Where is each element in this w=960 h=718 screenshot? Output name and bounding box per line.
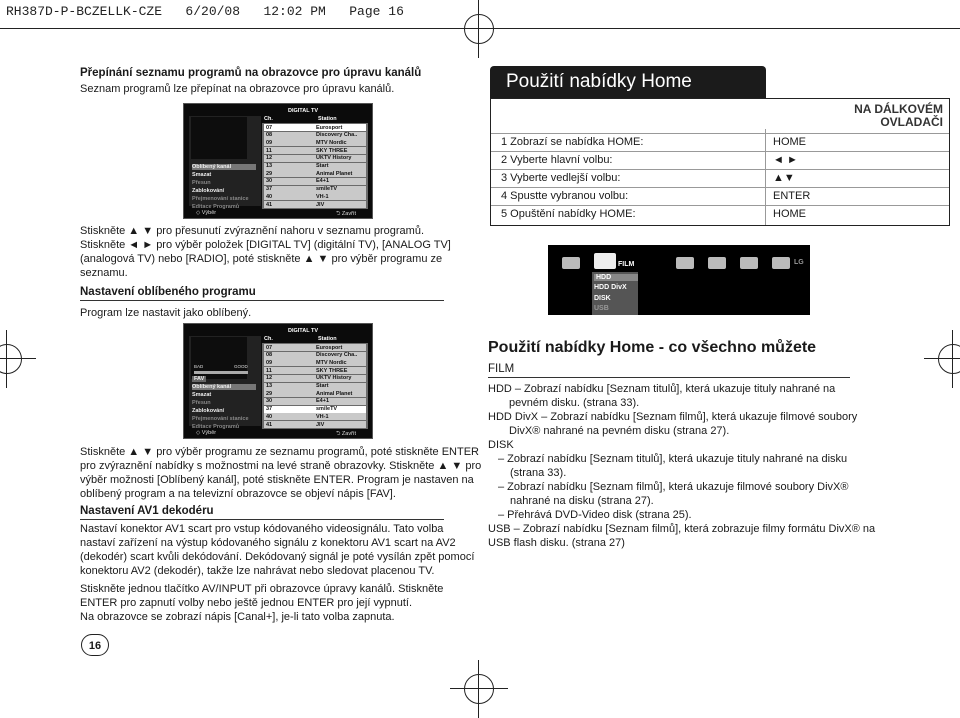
section-title-channel-list: Přepínání seznamu programů na obrazovce pro úpravu kanálů [80, 67, 422, 79]
channel-number: 13 [266, 383, 273, 389]
channel-row[interactable] [264, 178, 366, 185]
channel-station: smileTV [316, 406, 338, 413]
channel-row[interactable] [264, 406, 366, 413]
home-category: FILM [618, 261, 635, 268]
tv2-fav-badge: FAV [194, 376, 205, 382]
section-text-channel-list: Seznam programů lze přepínat na obrazovce pro úpravu kanálů. [80, 83, 395, 95]
channel-number: 08 [266, 352, 273, 359]
home-item: HDD DivX [594, 284, 627, 291]
channel-station: SKY THREE [316, 147, 348, 154]
channel-number: 37 [266, 186, 273, 193]
text-line: Stiskněte ▲ ▼ pro přesunutí zvýraznění nahoru v seznamu programů. [80, 225, 424, 237]
tv1-menu-item: Oblíbený kanál [192, 164, 256, 170]
home-step-row [491, 133, 949, 151]
channel-station: VH-1 [316, 193, 329, 200]
film-label: FILM [488, 363, 515, 375]
print-header: RH387D-P-BCZELLK-CZE 6/20/08 12:02 PM Page 16 [6, 4, 404, 19]
home-steps-table [490, 98, 950, 226]
music-icon [708, 257, 726, 269]
registration-mark-left [0, 330, 36, 388]
channel-station: MTV Nordic [316, 359, 347, 366]
channel-number: 11 [266, 147, 272, 154]
text-line: USB – Zobrazí nabídku [Seznam filmů], která zobrazuje filmy formátu DivX® na [488, 523, 876, 535]
remote-heading-line: OVLADAČI [880, 115, 943, 129]
text-line: (strana 33). [510, 467, 567, 479]
channel-station: Start [316, 383, 329, 389]
registration-mark-right [924, 330, 960, 388]
home-step-row [491, 151, 949, 169]
text-line: nahrané na disku (strana 27). [510, 495, 654, 507]
text-line: – Zobrazí nabídku [Seznam filmů], která ukazuje filmové soubory DivX® [498, 481, 849, 493]
channel-station: Discovery Cha.. [316, 352, 358, 359]
text-line: HDD DivX – Zobrazí nabídku [Seznam filmů], která ukazuje filmové soubory [488, 411, 858, 423]
tv2-menu-item: Smazat [192, 392, 212, 398]
channel-row[interactable] [264, 359, 366, 366]
channel-station: Discovery Cha.. [316, 132, 358, 139]
tv2-menu-item: Oblíbený kanál [192, 384, 256, 390]
text-line: seznamu. [80, 267, 128, 279]
tv2-signal-good: GOOD [234, 364, 248, 369]
home-step-label: 2 Vyberte hlavní volbu: [501, 154, 613, 166]
tv1-menu-item: Editace Programů [192, 204, 240, 210]
channel-row[interactable] [264, 421, 366, 428]
channel-number: 30 [266, 398, 273, 405]
easy-menu-icon [740, 257, 758, 269]
text-line: DISK [488, 439, 514, 451]
text-line: Stiskněte ▲ ▼ pro výběr programu ze seznamu programů, poté stiskněte ENTER [80, 446, 479, 458]
channel-station: Start [316, 163, 329, 169]
tv2-col-station: Station [318, 336, 337, 342]
tv2-menu-item: Přejmenování stanice [192, 416, 249, 422]
text-line: nastaví zařízení na výstup kódovaného signálu z konektoru AV1 scart na AV2 [80, 537, 456, 549]
section-title-favourite: Nastavení oblíbeného programu [80, 286, 256, 298]
tv2-menu-item: Zablokování [192, 408, 225, 414]
channel-number: 12 [266, 155, 273, 162]
home-section-title: Použití nabídky Home [490, 66, 766, 98]
tv2-select-hint: ◇ Výběr [196, 430, 217, 436]
channel-row[interactable] [264, 139, 366, 146]
channel-row[interactable] [264, 163, 366, 170]
text-line: Stiskněte ◄ ► pro výběr položek [DIGITAL TV] (digitální TV), [ANALOG TV] [80, 239, 451, 251]
section-instructions-channel-list [80, 224, 451, 280]
text-line: USB flash disku. (strana 27) [488, 537, 625, 549]
channel-station: MTV Nordic [316, 139, 347, 146]
setup-icon [772, 257, 790, 269]
channel-row[interactable] [264, 344, 366, 351]
section-instructions-av1 [80, 582, 443, 624]
section-instructions-favourite [80, 445, 481, 501]
channel-station: UKTV History [316, 375, 352, 382]
channel-station: JIV [316, 201, 325, 208]
channel-number: 41 [266, 201, 273, 208]
tv-icon [562, 257, 580, 269]
channel-number: 07 [266, 124, 273, 131]
registration-mark-bottom [450, 660, 508, 718]
channel-row[interactable] [264, 383, 366, 390]
tv2-close-hint: ⮌ Zavřít [336, 431, 356, 437]
text-line: konektoru AV2 (dekodér), takže lze nahrávat nebo sledovat placenou TV. [80, 565, 435, 577]
channel-number: 40 [266, 193, 273, 200]
film-icon [594, 253, 616, 269]
channel-station: smileTV [316, 186, 338, 193]
channel-row[interactable] [264, 201, 366, 208]
photo-icon [676, 257, 694, 269]
tv1-col-ch: Ch. [264, 116, 273, 122]
channel-row[interactable] [264, 124, 366, 131]
film-description [488, 382, 875, 550]
tv2-title: DIGITAL TV [288, 328, 319, 334]
channel-number: 09 [266, 139, 273, 146]
text-line: Na obrazovce se zobrazí nápis [Canal+], je-li tato volba zapnuta. [80, 611, 395, 623]
home-step-key: ▲▼ [773, 172, 795, 184]
section-text-favourite: Program lze nastavit jako oblíbený. [80, 307, 252, 319]
channel-station: Eurosport [316, 344, 343, 351]
home-step-label: 4 Spustte vybranou volbu: [501, 190, 629, 202]
home-step-row [491, 169, 949, 187]
channel-row[interactable] [264, 186, 366, 193]
text-line: – Zobrazí nabídku [Seznam titulů], která ukazuje tituly nahrané na disku [498, 453, 848, 465]
channel-station: Eurosport [316, 124, 343, 131]
home-step-label: 1 Zobrazí se nabídka HOME: [501, 136, 644, 148]
tv2-signal-bad: BAD [194, 364, 204, 369]
tv2-menu-item: Editace Programů [192, 424, 240, 430]
remote-heading-line: NA DÁLKOVÉM [854, 102, 943, 116]
channel-number: 12 [266, 375, 273, 382]
channel-station: E4+1 [316, 178, 329, 185]
home-item: USB [594, 305, 609, 312]
tv1-close-hint: ⮌ Zavřít [336, 211, 356, 217]
home-usage-title: Použití nabídky Home - co všechno můžete [488, 339, 817, 356]
tv1-menu-item: Zablokování [192, 188, 225, 194]
channel-edit-screenshot [183, 103, 373, 219]
home-step-label: 3 Vyberte vedlejší volbu: [501, 172, 621, 184]
channel-station: SKY THREE [316, 367, 348, 374]
remote-heading [854, 103, 943, 129]
registration-mark-top [450, 0, 508, 58]
text-line: pro zvýraznění nabídky s možnostmi na levé straně obrazovky. Stiskněte ▲ ▼ pro [80, 460, 482, 472]
channel-station: Animal Planet [316, 390, 353, 397]
tv1-col-station: Station [318, 116, 337, 122]
tv1-menu-item: Přesun [192, 180, 211, 186]
section-rule [488, 377, 850, 378]
channel-station: Animal Planet [316, 170, 353, 177]
home-item: HDD [594, 274, 638, 281]
channel-number: 11 [266, 367, 272, 374]
text-line: pevném disku. (strana 33). [509, 397, 640, 409]
home-step-row [491, 205, 949, 223]
section-title-av1: Nastavení AV1 dekodéru [80, 505, 214, 517]
channel-number: 13 [266, 163, 273, 169]
channel-station: UKTV History [316, 155, 352, 162]
text-line: (analogová TV) nebo [RADIO], poté stiskněte ▲ ▼ pro výběr programu ze [80, 253, 443, 265]
channel-number: 29 [266, 170, 273, 177]
tv1-title: DIGITAL TV [288, 108, 319, 114]
text-line: ENTER pro zapnutí volby nebo ještě jednou ENTER pro její vypnutí. [80, 597, 413, 609]
tv1-select-hint: ◇ Výběr [196, 210, 217, 216]
channel-row[interactable] [264, 193, 366, 200]
channel-station: VH-1 [316, 413, 329, 420]
home-step-key: ◄ ► [773, 154, 798, 166]
channel-number: 07 [266, 344, 273, 351]
text-line: oblíbený program a na televizní obrazovce se objeví nápis [FAV]. [80, 488, 396, 500]
channel-number: 41 [266, 421, 273, 428]
text-line: (dekodér) scart kvůli dekódování. Dekódovaný signál je poté vysílán zpět pomocí [80, 551, 475, 563]
section-text-av1 [80, 522, 474, 578]
home-step-row [491, 187, 949, 205]
text-line: HDD – Zobrazí nabídku [Seznam titulů], která ukazuje tituly nahrané na [488, 383, 836, 395]
lg-logo: LG [794, 259, 804, 266]
home-step-label: 5 Opuštění nabídky HOME: [501, 208, 636, 220]
channel-station: E4+1 [316, 398, 329, 405]
text-line: DivX® nahrané na pevném disku (strana 27). [509, 425, 730, 437]
channel-station: JIV [316, 421, 325, 428]
channel-number: 29 [266, 390, 273, 397]
channel-number: 09 [266, 359, 273, 366]
tv2-col-ch: Ch. [264, 336, 273, 342]
text-line: výběr možnosti [Oblíbený kanál], poté stiskněte ENTER. Program je nastaven na [80, 474, 474, 486]
home-menu-screenshot [548, 245, 810, 315]
page-number: 16 [81, 634, 109, 656]
channel-number: 37 [266, 406, 273, 413]
tv2-menu-item: Přesun [192, 400, 211, 406]
text-line: – Přehrává DVD-Video disk (strana 25). [498, 509, 692, 521]
channel-row[interactable] [264, 367, 366, 374]
channel-number: 40 [266, 413, 273, 420]
tv1-menu-item: Smazat [192, 172, 212, 178]
favourite-screenshot [183, 323, 373, 439]
channel-row[interactable] [264, 147, 366, 154]
home-step-key: ENTER [773, 190, 811, 202]
text-line: Stiskněte jednou tlačítko AV/INPUT při obrazovce úpravy kanálů. Stiskněte [80, 583, 444, 595]
section-rule [80, 519, 444, 520]
section-rule [80, 300, 444, 301]
home-step-key: HOME [773, 208, 806, 220]
text-line: Nastaví konektor AV1 scart pro vstup kódovaného videosignálu. Tato volba [80, 523, 444, 535]
channel-number: 30 [266, 178, 273, 185]
home-step-key: HOME [773, 136, 806, 148]
home-item: DISK [594, 295, 611, 302]
channel-row[interactable] [264, 413, 366, 420]
channel-number: 08 [266, 132, 273, 139]
channel-row[interactable] [264, 398, 366, 405]
tv1-menu-item: Přejmenování stanice [192, 196, 249, 202]
